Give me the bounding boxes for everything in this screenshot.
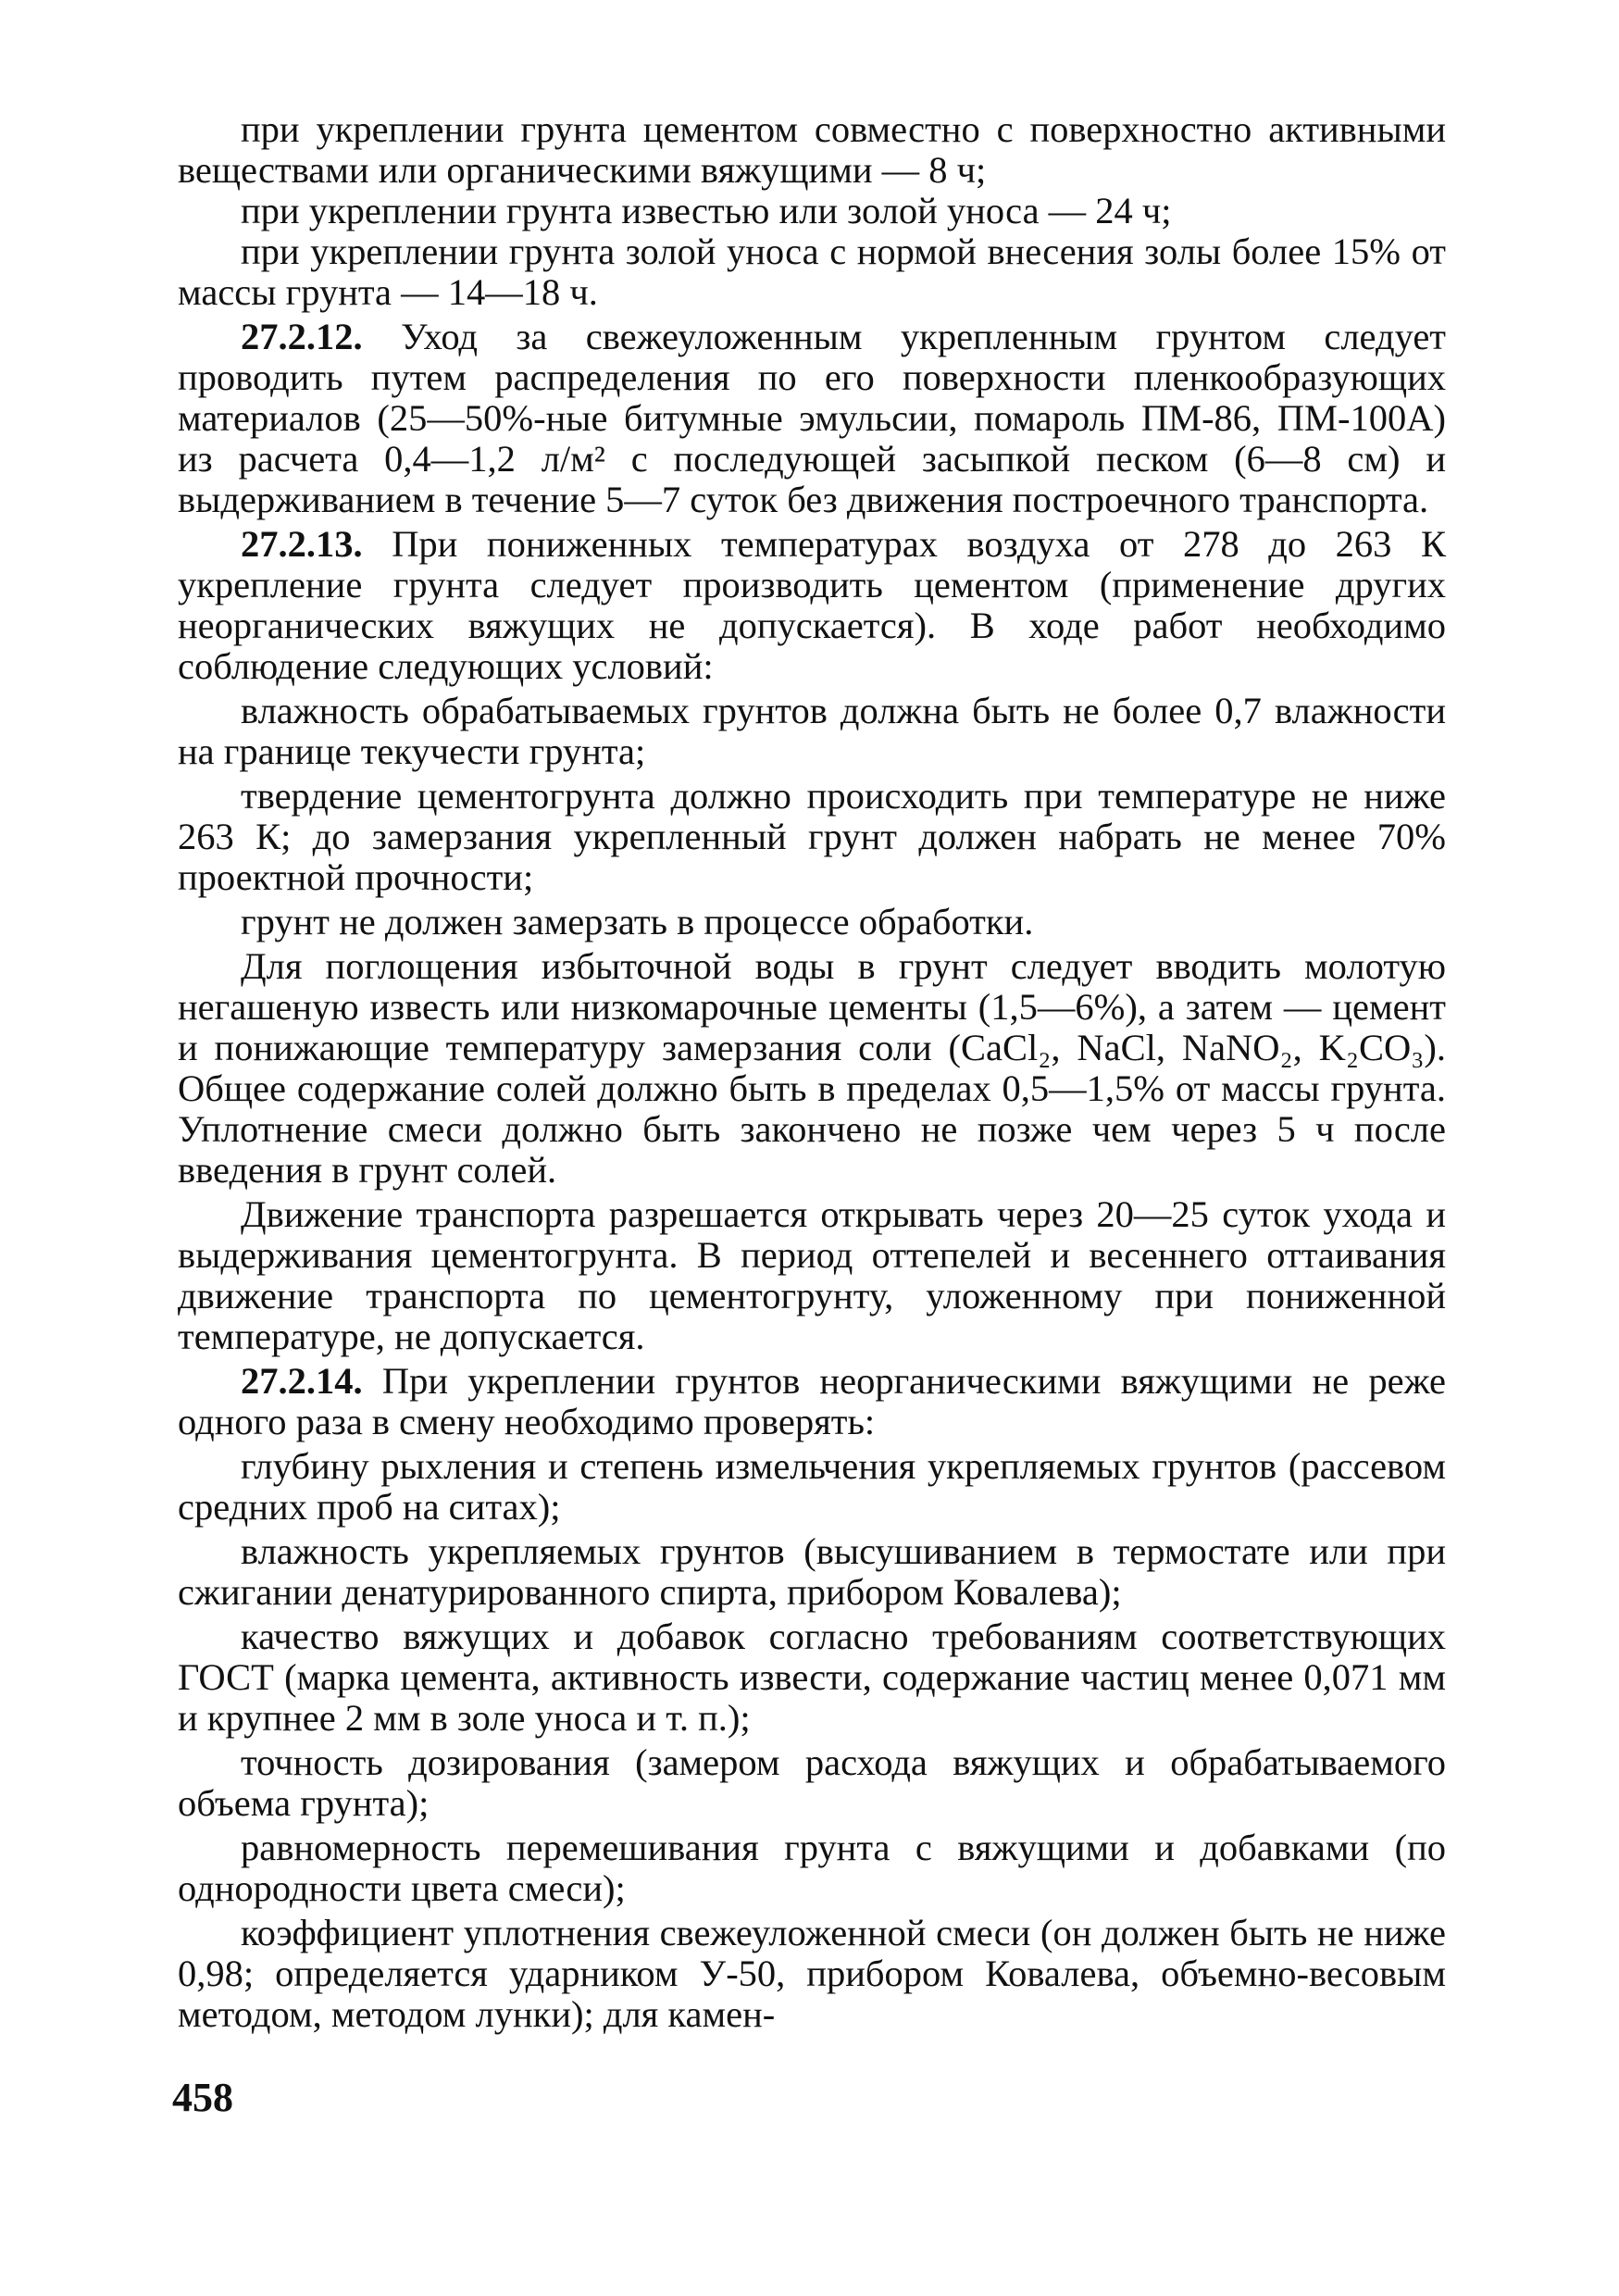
paragraph-moisture-condition: влажность обрабатываемых грунтов должна быть не более 0,7 влажности на границе текучести грунта; (178, 690, 1446, 772)
paragraph-traffic: Движение транспорта разрешается открывать через 20—25 суток ухода и выдерживания цементогрунта. В период оттепелей и весеннего оттаивания движение транспорта по цементогрунту, уложенному при пониженной температуре, не допускается. (178, 1193, 1446, 1357)
section-number: 27.2.14. (241, 1360, 363, 1402)
page-body (178, 109, 1446, 2035)
check-moisture: влажность укрепляемых грунтов (высушиванием в термостате или при сжигании денатурированного спирта, прибором Ковалева); (178, 1530, 1446, 1613)
paragraph-cement-surfactants: при укреплении грунта цементом совместно с поверхностно активными веществами или органическими вяжущими — 8 ч; (178, 108, 1446, 191)
section-27-2-13 (178, 524, 1446, 687)
section-27-2-12 (178, 317, 1446, 520)
paragraph-fly-ash-rate: при укреплении грунта золой уноса с нормой внесения золы более 15% от массы грунта — 14—18 ч. (178, 231, 1446, 313)
section-number: 27.2.12. (241, 316, 363, 357)
page-number: 458 (172, 2075, 233, 2120)
section-text: При пониженных температурах воздуха от 278 до 263 К укрепление грунта следует производить цементом (применение других неорганических вяжущих не допускается). В ходе работ необходимо соблюдение следующих условий: (178, 523, 1446, 687)
paragraph-hardening-condition: твердение цементогрунта должно происходить при температуре не ниже 263 К; до замерзания укрепленный грунт должен набрать не менее 70% проектной прочности; (178, 775, 1446, 898)
check-compaction-coefficient: коэффициент уплотнения свежеуложенной смеси (он должен быть не ниже 0,98; определяется ударником У-50, прибором Ковалева, объемно-весовым методом, методом лунки); для камен- (178, 1912, 1446, 2035)
check-binder-quality: качество вяжущих и добавок согласно требованиям соответствующих ГОСТ (марка цемента, активность извести, содержание частиц менее 0,071 мм и крупнее 2 мм в золе уноса и т. п.); (178, 1616, 1446, 1739)
check-dosing-accuracy: точность дозирования (замером расхода вяжущих и обрабатываемого объема грунта); (178, 1741, 1446, 1824)
paragraph-no-freezing: грунт не должен замерзать в процессе обработки. (241, 901, 1034, 942)
check-loosening-depth: глубину рыхления и степень измельчения укрепляемых грунтов (рассевом средних проб на ситах); (178, 1445, 1446, 1528)
section-text: При укреплении грунтов неорганическими вяжущими не реже одного раза в смену необходимо проверять: (178, 1360, 1446, 1442)
section-number: 27.2.13. (241, 523, 363, 565)
section-27-2-14 (178, 1361, 1446, 1442)
paragraph-excess-water: Для поглощения избыточной воды в грунт следует вводить молотую негашеную известь или низкомарочные цементы (1,5—6%), а затем — цемент и понижающие температуру замерзания соли (CaCl₂, NaCl, NaNO₂, K₂CO₃). Общее содержание солей должно быть в пределах 0,5—1,5% от массы грунта. Уплотнение смеси должно быть закончено не позже чем через 5 ч после введения в грунт солей. (178, 945, 1446, 1191)
section-text: Уход за свежеуложенным укрепленным грунтом следует проводить путем распределения по его поверхности пленкообразующих материалов (25—50%-ные битумные эмульсии, помароль ПМ-86, ПМ-100А) из расчета 0,4—1,2 л/м² с последующей засыпкой песком (6—8 см) и выдерживанием в течение 5—7 суток без движения построечного транспорта. (178, 316, 1446, 520)
check-mixing-uniformity: равномерность перемешивания грунта с вяжущими и добавками (по однородности цвета смеси); (178, 1827, 1446, 1909)
paragraph-lime-ash: при укреплении грунта известью или золой уноса — 24 ч; (241, 190, 1172, 231)
